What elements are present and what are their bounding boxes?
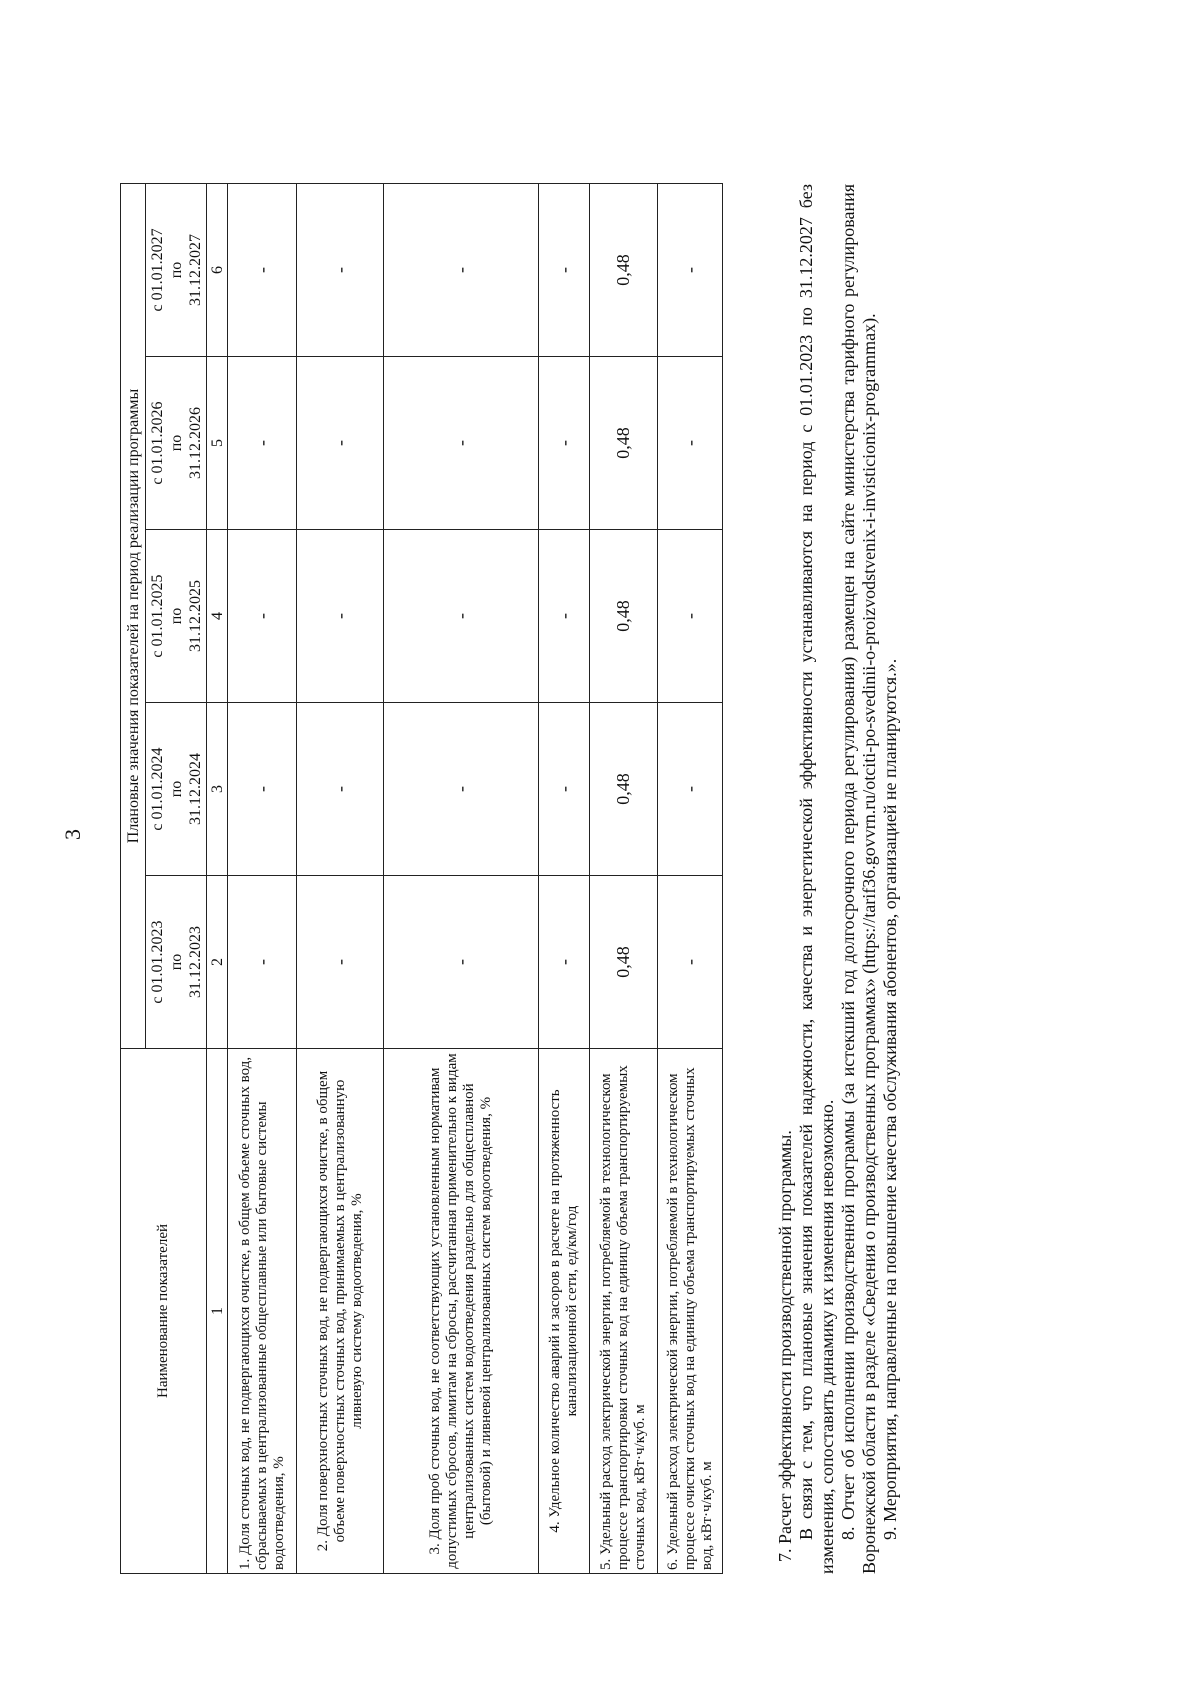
row-label: 5. Удельный расход электрической энергии, потребляемой в технологическом процессе транспортировки сточных вод на единицу объема транспортируемых сточных вод, кВт·ч/куб. м <box>590 1049 658 1574</box>
row-label: 1. Доля сточных вод, не подвергающихся очистке, в общем объеме сточных вод, сбрасываемых в централизованные общесплавные или бытовые системы водоотведения, % <box>228 1049 297 1574</box>
row-value: 0,48 <box>590 876 658 1049</box>
row-value: - <box>658 183 723 356</box>
rotated-content <box>120 184 1020 1574</box>
column-number: 6 <box>207 183 228 356</box>
period-header: с 01.01.2027 по 31.12.2027 <box>146 183 207 356</box>
column-number-row <box>207 183 228 1573</box>
period-header: с 01.01.2023 по 31.12.2023 <box>146 876 207 1049</box>
row-value: 0,48 <box>590 703 658 876</box>
row-value: - <box>297 530 384 703</box>
row-value: - <box>539 530 590 703</box>
period-header: с 01.01.2026 по 31.12.2026 <box>146 357 207 530</box>
column-number: 1 <box>207 1049 228 1574</box>
row-value: 0,48 <box>590 183 658 356</box>
row-value: - <box>228 183 297 356</box>
row-value: - <box>297 357 384 530</box>
table-row <box>590 183 658 1573</box>
name-header: Наименование показателей <box>121 1049 207 1574</box>
note-paragraph: 7. Расчет эффективности производственной программы. <box>775 1130 795 1562</box>
plan-header: Плановые значения показателей на период реализации программы <box>121 183 146 1048</box>
indicators-table <box>120 183 723 1574</box>
table-row <box>228 183 297 1573</box>
row-value: - <box>384 530 539 703</box>
row-value: - <box>228 357 297 530</box>
row-value: - <box>539 357 590 530</box>
table-row <box>297 183 384 1573</box>
row-label: 3. Доля проб сточных вод, не соответствующих установленным нормативам допустимых сбросов, лимитам на сбросы, рассчитанная применительно к видам централизованных систем водоотведения раздельно для общесплавной (бытовой) и ливневой централизованных систем водоотведения, % <box>384 1049 539 1574</box>
row-value: - <box>228 703 297 876</box>
row-value: - <box>297 876 384 1049</box>
note-paragraph: В связи с тем, что плановые значения показателей надежности, качества и энергетической эффективности устанавливаются на период с 01.01.2023 по 31.12.2027 без изменения, сопоставить динамику их изменения невозможно. <box>796 184 837 1574</box>
page-number: 3 <box>60 829 85 840</box>
row-value: - <box>228 530 297 703</box>
row-value: - <box>658 703 723 876</box>
row-value: - <box>384 703 539 876</box>
row-label: 2. Доля поверхностных сточных вод, не подвергающихся очистке, в общем объеме поверхностных сточных вод, принимаемых в централизованную ливневую систему водоотведения, % <box>297 1049 384 1574</box>
period-header: с 01.01.2025 по 31.12.2025 <box>146 530 207 703</box>
row-value: - <box>539 703 590 876</box>
column-number: 3 <box>207 703 228 876</box>
period-header: с 01.01.2024 по 31.12.2024 <box>146 703 207 876</box>
column-number: 5 <box>207 357 228 530</box>
table-row <box>658 183 723 1573</box>
row-value: - <box>658 530 723 703</box>
row-value: - <box>539 876 590 1049</box>
row-label: 4. Удельное количество аварий и засоров в расчете на протяженность канализационной сети, ед/км/год <box>539 1049 590 1574</box>
row-value: - <box>297 183 384 356</box>
table-row <box>384 183 539 1573</box>
row-value: - <box>228 876 297 1049</box>
row-value: - <box>658 876 723 1049</box>
column-number: 4 <box>207 530 228 703</box>
row-value: - <box>384 876 539 1049</box>
row-value: - <box>297 703 384 876</box>
notes-section <box>775 184 901 1574</box>
row-value: - <box>384 183 539 356</box>
column-number: 2 <box>207 876 228 1049</box>
row-value: 0,48 <box>590 530 658 703</box>
row-label: 6. Удельный расход электрической энергии, потребляемой в технологическом процессе очистки сточных вод на единицу объема транспортируемых сточных вод, кВт·ч/куб. м <box>658 1049 723 1574</box>
row-value: - <box>539 183 590 356</box>
table-row <box>539 183 590 1573</box>
note-paragraph: 9. Мероприятия, направленные на повышение качества обслуживания абонентов, организацией не планируются.». <box>880 658 900 1540</box>
row-value: - <box>384 357 539 530</box>
row-value: - <box>658 357 723 530</box>
row-value: 0,48 <box>590 357 658 530</box>
note-paragraph: 8. Отчет об исполнении производственной программы (за истекший год долгосрочного периода регулирования) размещен на сайте министерства тарифного регулирования Воронежской области в разделе «Сведения о производственных программах» (https://tarif36.govvrn.ru/otciti-po-svedinii-o-proizvodstvenix-i-invisticionix-programmax). <box>838 184 879 1574</box>
